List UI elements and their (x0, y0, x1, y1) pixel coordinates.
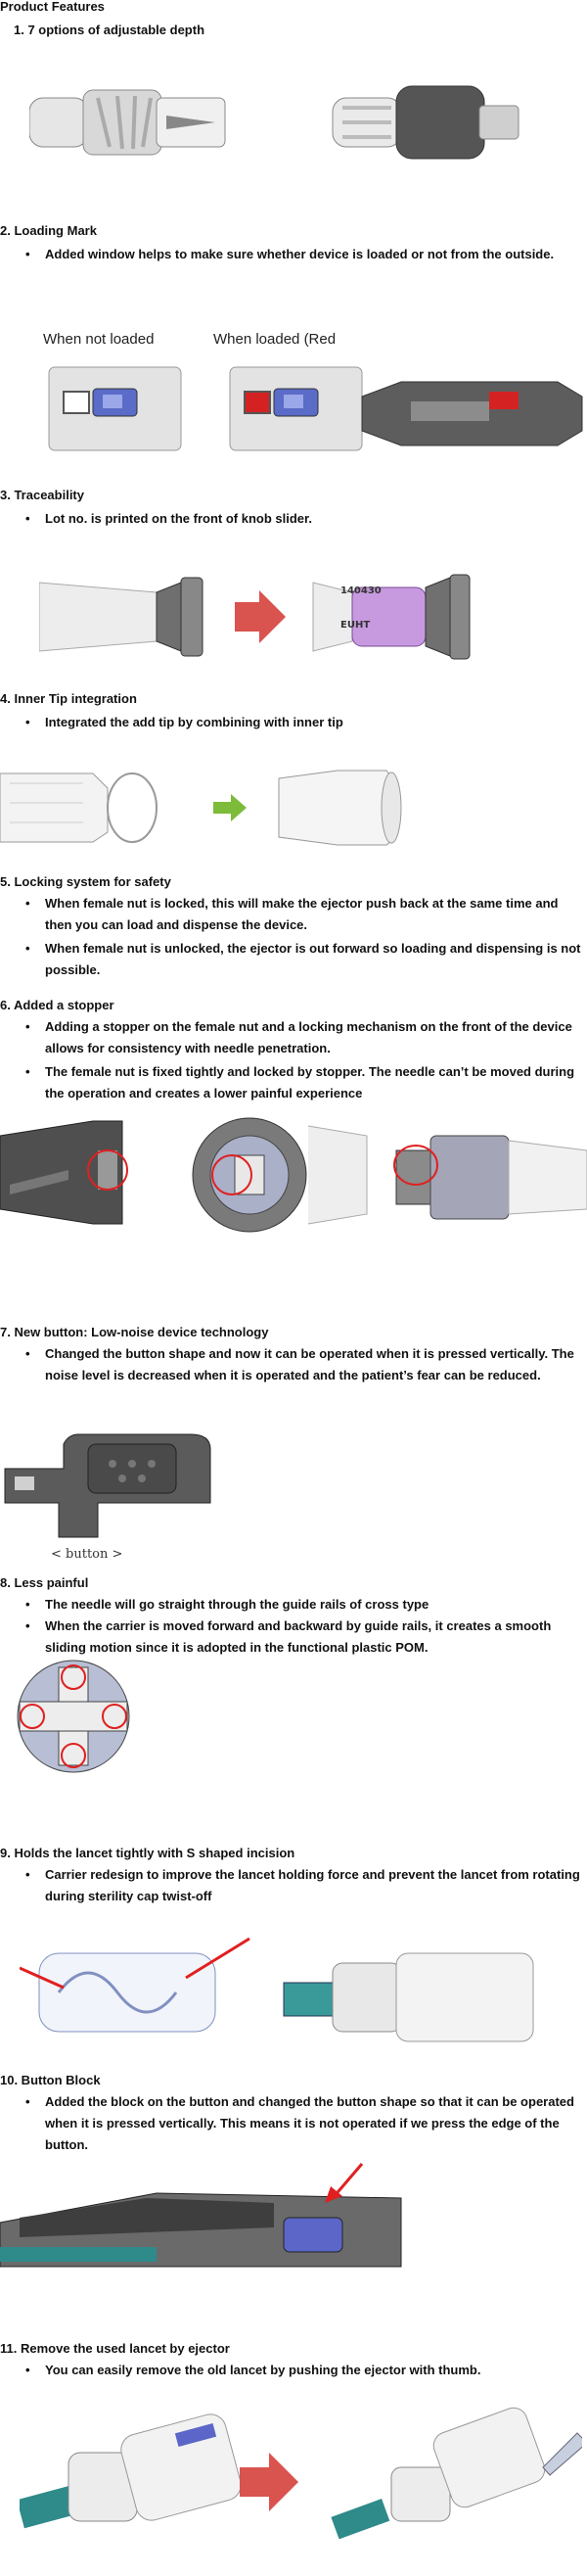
caption-loaded: When loaded (Red (213, 331, 337, 348)
section-6-bullet-2: • The female nut is fixed tightly and locked by stopper. The needle can’t be moved during the operation and creates a lower painful experience (25, 1061, 583, 1104)
bullet-dot: • (25, 1597, 30, 1612)
section-9-bullet-1: • Carrier redesign to improve the lancet holding force and prevent the lancet from rotating during sterility cap twist-off (25, 1864, 583, 1907)
bullet-dot: • (25, 941, 30, 956)
female-nut-side (0, 1121, 127, 1224)
loading-window-closeup (362, 382, 582, 445)
stopper-figure (0, 1116, 587, 1234)
section-7-bullet-1: • Changed the button shape and now it can be operated when it is pressed vertically. The noise level is decreased when it is operated and the patient’s fear can be reduced. (25, 1343, 583, 1386)
loading-mark-figure (39, 357, 587, 455)
traceability-figure (39, 563, 499, 661)
section-5-heading: 5. Locking system for safety (0, 874, 171, 889)
section-11-heading: 11. Remove the used lancet by ejector (0, 2341, 230, 2356)
section-4-heading: 4. Inner Tip integration (0, 691, 137, 706)
bullet-dot: • (25, 1618, 30, 1633)
arrow-right-icon (240, 2453, 298, 2511)
depth-knob-light (29, 90, 225, 155)
section-2-bullet-1: • Added window helps to make sure whether device is loaded or not from the outside. (25, 244, 583, 265)
button-caption: < button > (51, 1547, 123, 1562)
lancet-in-carrier (284, 1953, 533, 2041)
section-8-bullet-1: • The needle will go straight through the guide rails of cross type (25, 1594, 583, 1616)
section-6-heading: 6. Added a stopper (0, 998, 114, 1012)
section-7-heading: 7. New button: Low-noise device technology (0, 1325, 269, 1339)
arrow-right-icon (213, 794, 247, 821)
s-incision-figure (20, 1934, 567, 2051)
device-loaded (230, 367, 362, 450)
device-not-loaded (49, 367, 181, 450)
section-11-bullet-1: • You can easily remove the old lancet by pushing the ejector with thumb. (25, 2360, 583, 2381)
section-1-heading: 1. 7 options of adjustable depth (14, 23, 205, 37)
section-10-heading: 10. Button Block (0, 2073, 101, 2087)
section-8-heading: 8. Less painful (0, 1575, 89, 1590)
section-2-heading: 2. Loading Mark (0, 223, 97, 238)
bullet-dot: • (25, 2363, 30, 2377)
lot-number-label: 140430 (340, 585, 382, 596)
inner-tip-figure (0, 759, 411, 852)
ejector-pushing (331, 2404, 582, 2539)
knob-slider-plain (39, 578, 203, 656)
section-5-bullet-1: • When female nut is locked, this will make the ejector push back at the same time and then you can load and dispense the device. (25, 893, 583, 936)
guide-rails-figure (5, 1658, 147, 1775)
device-with-lancet (20, 2411, 245, 2528)
bullet-dot: • (25, 1346, 30, 1361)
section-8-bullet-2: • When the carrier is moved forward and backward by guide rails, it creates a smooth sliding motion since it is adopted in the functional plastic POM. (25, 1616, 583, 1659)
section-4-bullet-1: • Integrated the add tip by combining with inner tip (25, 712, 583, 733)
bullet-dot: • (25, 247, 30, 261)
ejector-figure (20, 2399, 582, 2555)
section-10-bullet-1: • Added the block on the button and changed the button shape so that it can be operated when it is pressed vertically. This means it is not operated if we press the edge of the button. (25, 2091, 583, 2156)
button-block-figure (0, 2159, 411, 2276)
arrow-right-icon (235, 590, 286, 643)
knob-slider-with-lot (313, 575, 470, 659)
bullet-dot: • (25, 1019, 30, 1034)
separate-tip-parts (0, 773, 157, 842)
female-nut-stopper (394, 1136, 587, 1219)
bullet-dot: • (25, 715, 30, 729)
depth-knob-figure (29, 69, 528, 186)
page-title: Product Features (0, 0, 105, 14)
bullet-dot: • (25, 2094, 30, 2109)
bullet-dot: • (25, 896, 30, 911)
integrated-tip (279, 771, 401, 845)
carrier-s-incision (20, 1939, 249, 2032)
lot-code-label: EUHT (340, 620, 371, 631)
bullet-dot: • (25, 511, 30, 526)
depth-knob-dark (333, 86, 519, 159)
section-3-bullet-1: • Lot no. is printed on the front of knob slider. (25, 508, 583, 530)
section-5-bullet-2: • When female nut is unlocked, the ejector is out forward so loading and dispensing is not possible. (25, 938, 583, 981)
button-figure (0, 1429, 215, 1542)
section-3-heading: 3. Traceability (0, 488, 84, 502)
section-9-heading: 9. Holds the lancet tightly with S shaped incision (0, 1846, 295, 1860)
caption-not-loaded: When not loaded (43, 331, 155, 348)
female-nut-front (193, 1118, 367, 1232)
bullet-dot: • (25, 1867, 30, 1882)
bullet-dot: • (25, 1064, 30, 1079)
section-6-bullet-1: • Adding a stopper on the female nut and a locking mechanism on the front of the device allows for consistency with needle penetration. (25, 1016, 583, 1059)
